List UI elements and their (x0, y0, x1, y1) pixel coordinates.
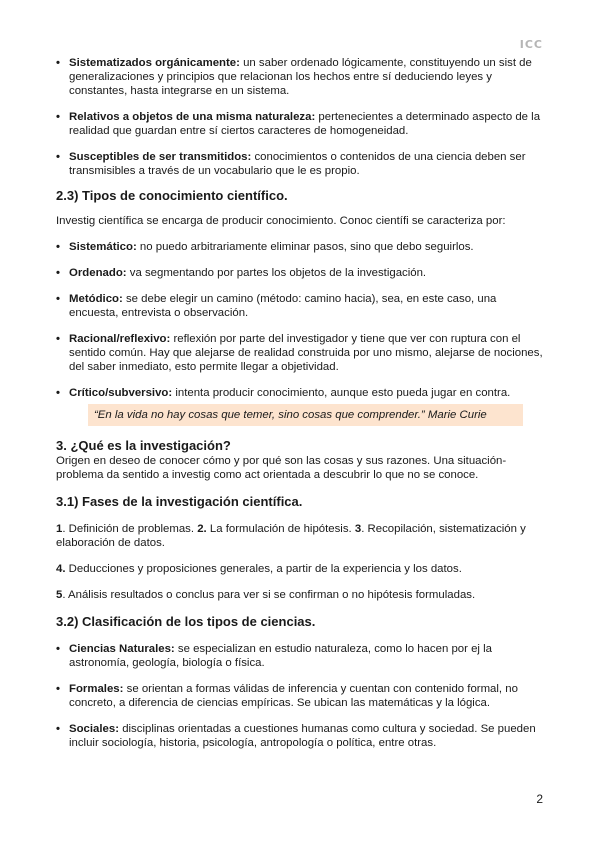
bullet-term: Ciencias Naturales: (69, 643, 175, 655)
brand-logo: ICC (519, 38, 543, 51)
phase-number: 3 (354, 523, 362, 535)
phase-text: . Recopilación, sistematización y elaboración de datos. (56, 523, 526, 549)
bullet-list-top (56, 56, 543, 178)
bullet-term: Metódico: (69, 293, 123, 305)
bullet-text: no puedo arbitrariamente eliminar pasos, sino que debo seguirlos. (136, 241, 474, 253)
phase-text: . Definición de problemas. (62, 523, 198, 535)
list-item: • Sistematizados orgánicamente: un saber ordenado lógicamente, constituyendo un sist de generalizaciones y principios que relacionan los hechos entre sí deduciendo leyes y constantes, hasta integrarse en un sistema. (56, 57, 532, 97)
quote-box: “En la vida no hay cosas que temer, sino cosas que comprender.” Marie Curie (88, 404, 523, 426)
phase-text: La formulación de hipótesis. (206, 523, 355, 535)
phase-paragraph-1 (56, 522, 543, 550)
list-item: • Sistemático: no puedo arbitrariamente eliminar pasos, sino que debo seguirlos. (56, 241, 474, 253)
bullet-list-3-2 (56, 642, 543, 750)
phase-text: Deducciones y proposiciones generales, a partir de la experiencia y los datos. (65, 563, 462, 575)
bullet-text: va segmentando por partes los objetos de la investigación. (126, 267, 427, 279)
bullet-text: conocimientos o contenidos de una ciencia deben ser transmisibles a través de un vocabulario que le es propio. (69, 151, 526, 177)
bullet-term: Racional/reflexivo: (69, 333, 171, 345)
bullet-list-2-3 (56, 240, 543, 400)
bullet-term: Sistematizados orgánicamente: (69, 57, 240, 69)
bullet-term: Crítico/subversivo: (69, 387, 173, 399)
phase-number: 1 (56, 523, 63, 535)
bullet-text: pertenecientes a determinado aspecto de la realidad que guardan entre sí ciertos caracteres de homogeneidad. (69, 111, 541, 137)
section-text: Origen en deseo de conocer cómo y por qué son las cosas y sus razones. Una situación-problema da sentido a investig como act orientada a descubrir lo que no se conoce. (56, 455, 507, 481)
bullet-text: se orientan a formas válidas de inferencia y cuentan con contenido formal, no concreto, a diferencia de ciencias empíricas. Se ubican las matemáticas y la lógica. (69, 683, 518, 709)
bullet-term: Ordenado: (69, 267, 127, 279)
section-heading-2-3: 2.3) Tipos de conocimiento científico. (56, 188, 288, 203)
list-item: • Racional/reflexivo: reflexión por parte del investigador y tiene que ver con ruptura con el sentido común. Hay que alejarse de realidad construida por uno mismo, alejarse de nociones, del saber inmediato, esto permite llegar a objetividad. (56, 333, 543, 373)
phase-paragraph-5 (56, 588, 543, 602)
bullet-term: Susceptibles de ser transmitidos: (69, 151, 252, 163)
bullet-term: Relativos a objetos de una misma naturaleza: (69, 111, 316, 123)
list-item: • Formales: se orientan a formas válidas de inferencia y cuentan con contenido formal, no concreto, a diferencia de ciencias empíricas. Se ubican las matemáticas y la lógica. (56, 683, 518, 709)
section-heading-3-2: 3.2) Clasificación de los tipos de ciencias. (56, 614, 316, 629)
list-item: • Metódico: se debe elegir un camino (método: camino hacia), sea, en este caso, una encuesta, entrevista o observación. (56, 293, 497, 319)
phase-paragraph-4 (56, 562, 543, 576)
list-item: • Relativos a objetos de una misma naturaleza: pertenecientes a determinado aspecto de la realidad que guardan entre sí ciertos caracteres de homogeneidad. (56, 111, 541, 137)
phase-number: 2. (197, 523, 207, 535)
list-item: • Crítico/subversivo: intenta producir conocimiento, aunque esto pueda jugar en contra. (56, 387, 511, 399)
phase-number: 5 (56, 589, 63, 601)
list-item: • Sociales: disciplinas orientadas a cuestiones humanas como cultura y sociedad. Se pueden incluir sociología, historia, psicología, antropología o política, entre otras. (56, 723, 536, 749)
bullet-text: reflexión por parte del investigador y tiene que ver con ruptura con el sentido común. Hay que alejarse de realidad construida por uno mismo, alejarse de nociones, del saber inmediato, esto permite llegar a objetividad. (69, 333, 543, 373)
page-content (56, 56, 543, 762)
section-heading-3-1: 3.1) Fases de la investigación científica. (56, 494, 303, 509)
list-item: • Ordenado: va segmentando por partes los objetos de la investigación. (56, 267, 427, 279)
bullet-text: se debe elegir un camino (método: camino hacia), sea, en este caso, una encuesta, entrevista o observación. (69, 293, 497, 319)
page-number: 2 (536, 792, 543, 806)
bullet-text: disciplinas orientadas a cuestiones humanas como cultura y sociedad. Se pueden incluir sociología, historia, psicología, antropología o política, entre otras. (69, 723, 536, 749)
phase-number: 4. (56, 563, 66, 575)
bullet-text: un saber ordenado lógicamente, constituyendo un sist de generalizaciones y principios que relacionan los hechos entre sí deduciendo leyes y constantes, hasta integrarse en un sistema. (69, 57, 532, 97)
section-intro: Investig científica se encarga de producir conocimiento. Conoc científi se caracteriza por: (56, 215, 506, 227)
list-item: • Susceptibles de ser transmitidos: conocimientos o contenidos de una ciencia deben ser transmisibles a través de un vocabulario que le es propio. (56, 151, 526, 177)
bullet-term: Formales: (69, 683, 124, 695)
bullet-text: intenta producir conocimiento, aunque esto pueda jugar en contra. (172, 387, 511, 399)
section-heading-3: 3. ¿Qué es la investigación? (56, 438, 231, 453)
bullet-text: se especializan en estudio naturaleza, como lo hacen por ej la astronomía, geología, biología o física. (69, 643, 492, 669)
phase-text: . Análisis resultados o conclus para ver si se confirman o no hipótesis formuladas. (62, 589, 476, 601)
bullet-term: Sistemático: (69, 241, 137, 253)
list-item: • Ciencias Naturales: se especializan en estudio naturaleza, como lo hacen por ej la astronomía, geología, biología o física. (56, 643, 492, 669)
bullet-term: Sociales: (69, 723, 120, 735)
